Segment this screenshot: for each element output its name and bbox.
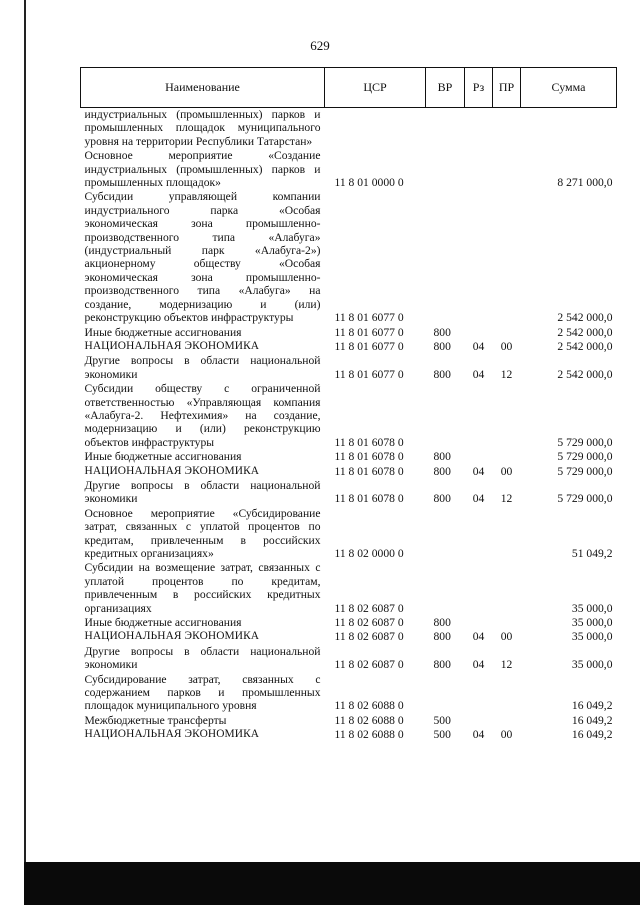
cell-vr [426,108,465,150]
cell-rz [465,190,493,325]
cell-sum: 5 729 000,0 [557,464,613,478]
cell-name [81,108,325,150]
cell-rz [465,561,493,616]
cell-name [81,673,325,714]
table-row [81,108,617,150]
cell-rz: 04 [472,728,485,742]
cell-name [81,479,325,507]
cell-rz: 04 [472,630,485,644]
cell-rz [465,450,493,464]
cell-rz: 04 [472,492,485,506]
cell-name [81,645,325,673]
cell-vr: 800 [433,325,451,339]
cell-pr: 00 [500,728,513,742]
cell-pr [493,382,521,450]
table-row [81,507,617,562]
cell-sum: 5 729 000,0 [557,492,613,506]
table-row [81,340,617,354]
cell-sum: 16 049,2 [571,728,613,742]
table-row [81,465,617,479]
cell-rz [465,673,493,714]
budget-table [80,67,617,743]
cell-vr: 800 [433,616,451,630]
cell-csr: 11 8 02 6088 0 [334,728,404,742]
cell-csr: 11 8 01 6078 0 [334,435,404,449]
cell-sum: 16 049,2 [571,699,613,713]
cell-name [81,507,325,562]
cell-rz [465,714,493,728]
cell-name [81,465,325,479]
cell-rz [465,382,493,450]
row-name-text: НАЦИОНАЛЬНАЯ ЭКОНОМИКА [84,728,260,741]
cell-csr: 11 8 01 6077 0 [334,311,404,325]
cell-sum: 2 542 000,0 [557,339,613,353]
cell-name [81,340,325,354]
row-name-text: НАЦИОНАЛЬНАЯ ЭКОНОМИКА [84,339,260,352]
row-name-text: Другие вопросы в области национальной экономики [84,644,321,672]
cell-vr [426,382,465,450]
cell-rz [465,326,493,340]
cell-pr [493,616,521,630]
cell-sum: 35 000,0 [571,601,613,615]
cell-name [81,382,325,450]
cell-csr: 11 8 01 6077 0 [334,367,404,381]
row-name-text: Другие вопросы в области национальной экономики [84,478,321,506]
cell-pr: 00 [500,464,513,478]
cell-pr [493,450,521,464]
cell-sum: 2 542 000,0 [557,325,613,339]
row-name-text: НАЦИОНАЛЬНАЯ ЭКОНОМИКА [84,464,260,477]
table-row [81,728,617,742]
cell-pr [493,149,521,190]
cell-vr: 800 [433,339,451,353]
cell-csr: 11 8 02 6087 0 [334,658,404,672]
table-row [81,561,617,616]
cell-name [81,149,325,190]
page-number: 629 [310,38,330,53]
cell-vr: 500 [433,728,451,742]
scan-left-border [0,0,26,905]
cell-vr [426,561,465,616]
row-name-text: Субсидии управляющей компании индустриального парка «Особая экономическая зона промышленно-производственного типа «Алабуга» (индустриальный парк «Алабуга-2») акционерному обществу «Особая экономическая зона промышленно-производственного типа «Алабуга» на создание, модернизацию и (или) реконструкцию объектов инфраструктуры [84,190,321,325]
cell-vr: 800 [433,450,451,464]
cell-sum: 8 271 000,0 [557,176,613,190]
cell-sum: 16 049,2 [571,713,613,727]
cell-pr [493,507,521,562]
cell-name [81,450,325,464]
cell-csr: 11 8 02 6087 0 [334,616,404,630]
row-name-text: Межбюджетные трансферты [84,713,227,727]
row-name-text: Субсидирование затрат, связанных с содержанием парков и промышленных площадок муниципального уровня [84,672,321,713]
cell-csr [325,108,426,150]
table-row [81,714,617,728]
cell-csr: 11 8 02 6088 0 [334,699,404,713]
header-csr: ЦСР [325,68,426,108]
row-name-text: Основное мероприятие «Субсидирование затрат, связанных с уплатой процентов по кредитам, привлеченным в российских кредитных организациях» [84,506,321,560]
cell-name [81,714,325,728]
table-row [81,382,617,450]
row-name-text: Иные бюджетные ассигнования [84,616,242,630]
cell-pr: 00 [500,339,513,353]
cell-sum: 35 000,0 [571,616,613,630]
cell-name [81,561,325,616]
cell-pr [493,714,521,728]
cell-csr: 11 8 01 6077 0 [334,339,404,353]
header-pr: ПР [493,68,521,108]
cell-pr: 12 [500,367,513,381]
cell-pr [493,673,521,714]
scan-bottom-border [24,862,640,905]
cell-rz: 04 [472,464,485,478]
table-row [81,326,617,340]
cell-rz [465,616,493,630]
cell-vr: 800 [433,492,451,506]
row-name-text: Субсидии обществу с ограниченной ответственностью «Управляющая компания «Алабуга-2. Нефтехимия» на создание, модернизацию и (или) реконструкцию объектов инфраструктуры [84,382,321,449]
cell-sum: 35 000,0 [571,658,613,672]
table-row [81,149,617,190]
table-row [81,479,617,507]
cell-sum: 2 542 000,0 [557,311,613,325]
cell-sum: 5 729 000,0 [557,435,613,449]
row-name-text: Основное мероприятие «Создание индустриальных (промышленных) парков и промышленных площадок» [84,149,321,190]
cell-csr: 11 8 02 6087 0 [334,601,404,615]
cell-vr: 800 [433,630,451,644]
cell-vr: 800 [433,464,451,478]
table-row [81,354,617,382]
cell-pr [493,561,521,616]
cell-sum: 35 000,0 [571,630,613,644]
cell-sum: 2 542 000,0 [557,367,613,381]
cell-sum [521,108,617,150]
cell-name [81,728,325,742]
cell-name [81,354,325,382]
row-name-text: Иные бюджетные ассигнования [84,450,242,464]
cell-vr: 800 [433,658,451,672]
cell-csr: 11 8 01 6078 0 [334,450,404,464]
cell-pr: 12 [500,492,513,506]
cell-csr: 11 8 02 6087 0 [334,630,404,644]
cell-pr [493,190,521,325]
cell-name [81,616,325,630]
cell-vr [426,507,465,562]
cell-pr [493,108,521,150]
cell-csr: 11 8 01 0000 0 [334,176,404,190]
cell-name [81,326,325,340]
table-header-row [81,68,617,108]
table-row [81,645,617,673]
cell-sum: 5 729 000,0 [557,450,613,464]
cell-rz [465,108,493,150]
table-row [81,616,617,630]
cell-csr: 11 8 01 6078 0 [334,492,404,506]
header-sum: Сумма [521,68,617,108]
row-name-text: индустриальных (промышленных) парков и промышленных площадок муниципального уровня на территории Республики Татарстан» [84,108,321,148]
cell-pr [493,326,521,340]
cell-rz: 04 [472,339,485,353]
cell-csr: 11 8 01 6077 0 [334,325,404,339]
cell-pr: 12 [500,658,513,672]
cell-rz: 04 [472,367,485,381]
cell-vr [426,673,465,714]
cell-name [81,190,325,325]
cell-csr: 11 8 02 6088 0 [334,713,404,727]
cell-pr: 00 [500,630,513,644]
cell-sum: 51 049,2 [571,547,613,560]
cell-vr: 800 [433,367,451,381]
table-row [81,673,617,714]
cell-csr: 11 8 01 6078 0 [334,464,404,478]
header-name: Наименование [81,68,325,108]
cell-vr [426,149,465,190]
cell-vr: 500 [433,713,451,727]
table-body [81,108,617,743]
cell-rz [465,149,493,190]
header-rz: Рз [465,68,493,108]
row-name-text: Другие вопросы в области национальной экономики [84,354,321,381]
cell-csr: 11 8 02 0000 0 [334,547,404,560]
cell-name [81,630,325,644]
cell-vr [426,190,465,325]
header-vr: ВР [426,68,465,108]
table-row [81,450,617,464]
row-name-text: НАЦИОНАЛЬНАЯ ЭКОНОМИКА [84,630,260,643]
table-row [81,190,617,325]
row-name-text: Иные бюджетные ассигнования [84,325,242,339]
table-row [81,630,617,644]
cell-rz [465,507,493,562]
cell-rz: 04 [472,658,485,672]
row-name-text: Субсидии на возмещение затрат, связанных с уплатой процентов по кредитам, привлеченным в российских кредитных организациях [84,561,321,615]
